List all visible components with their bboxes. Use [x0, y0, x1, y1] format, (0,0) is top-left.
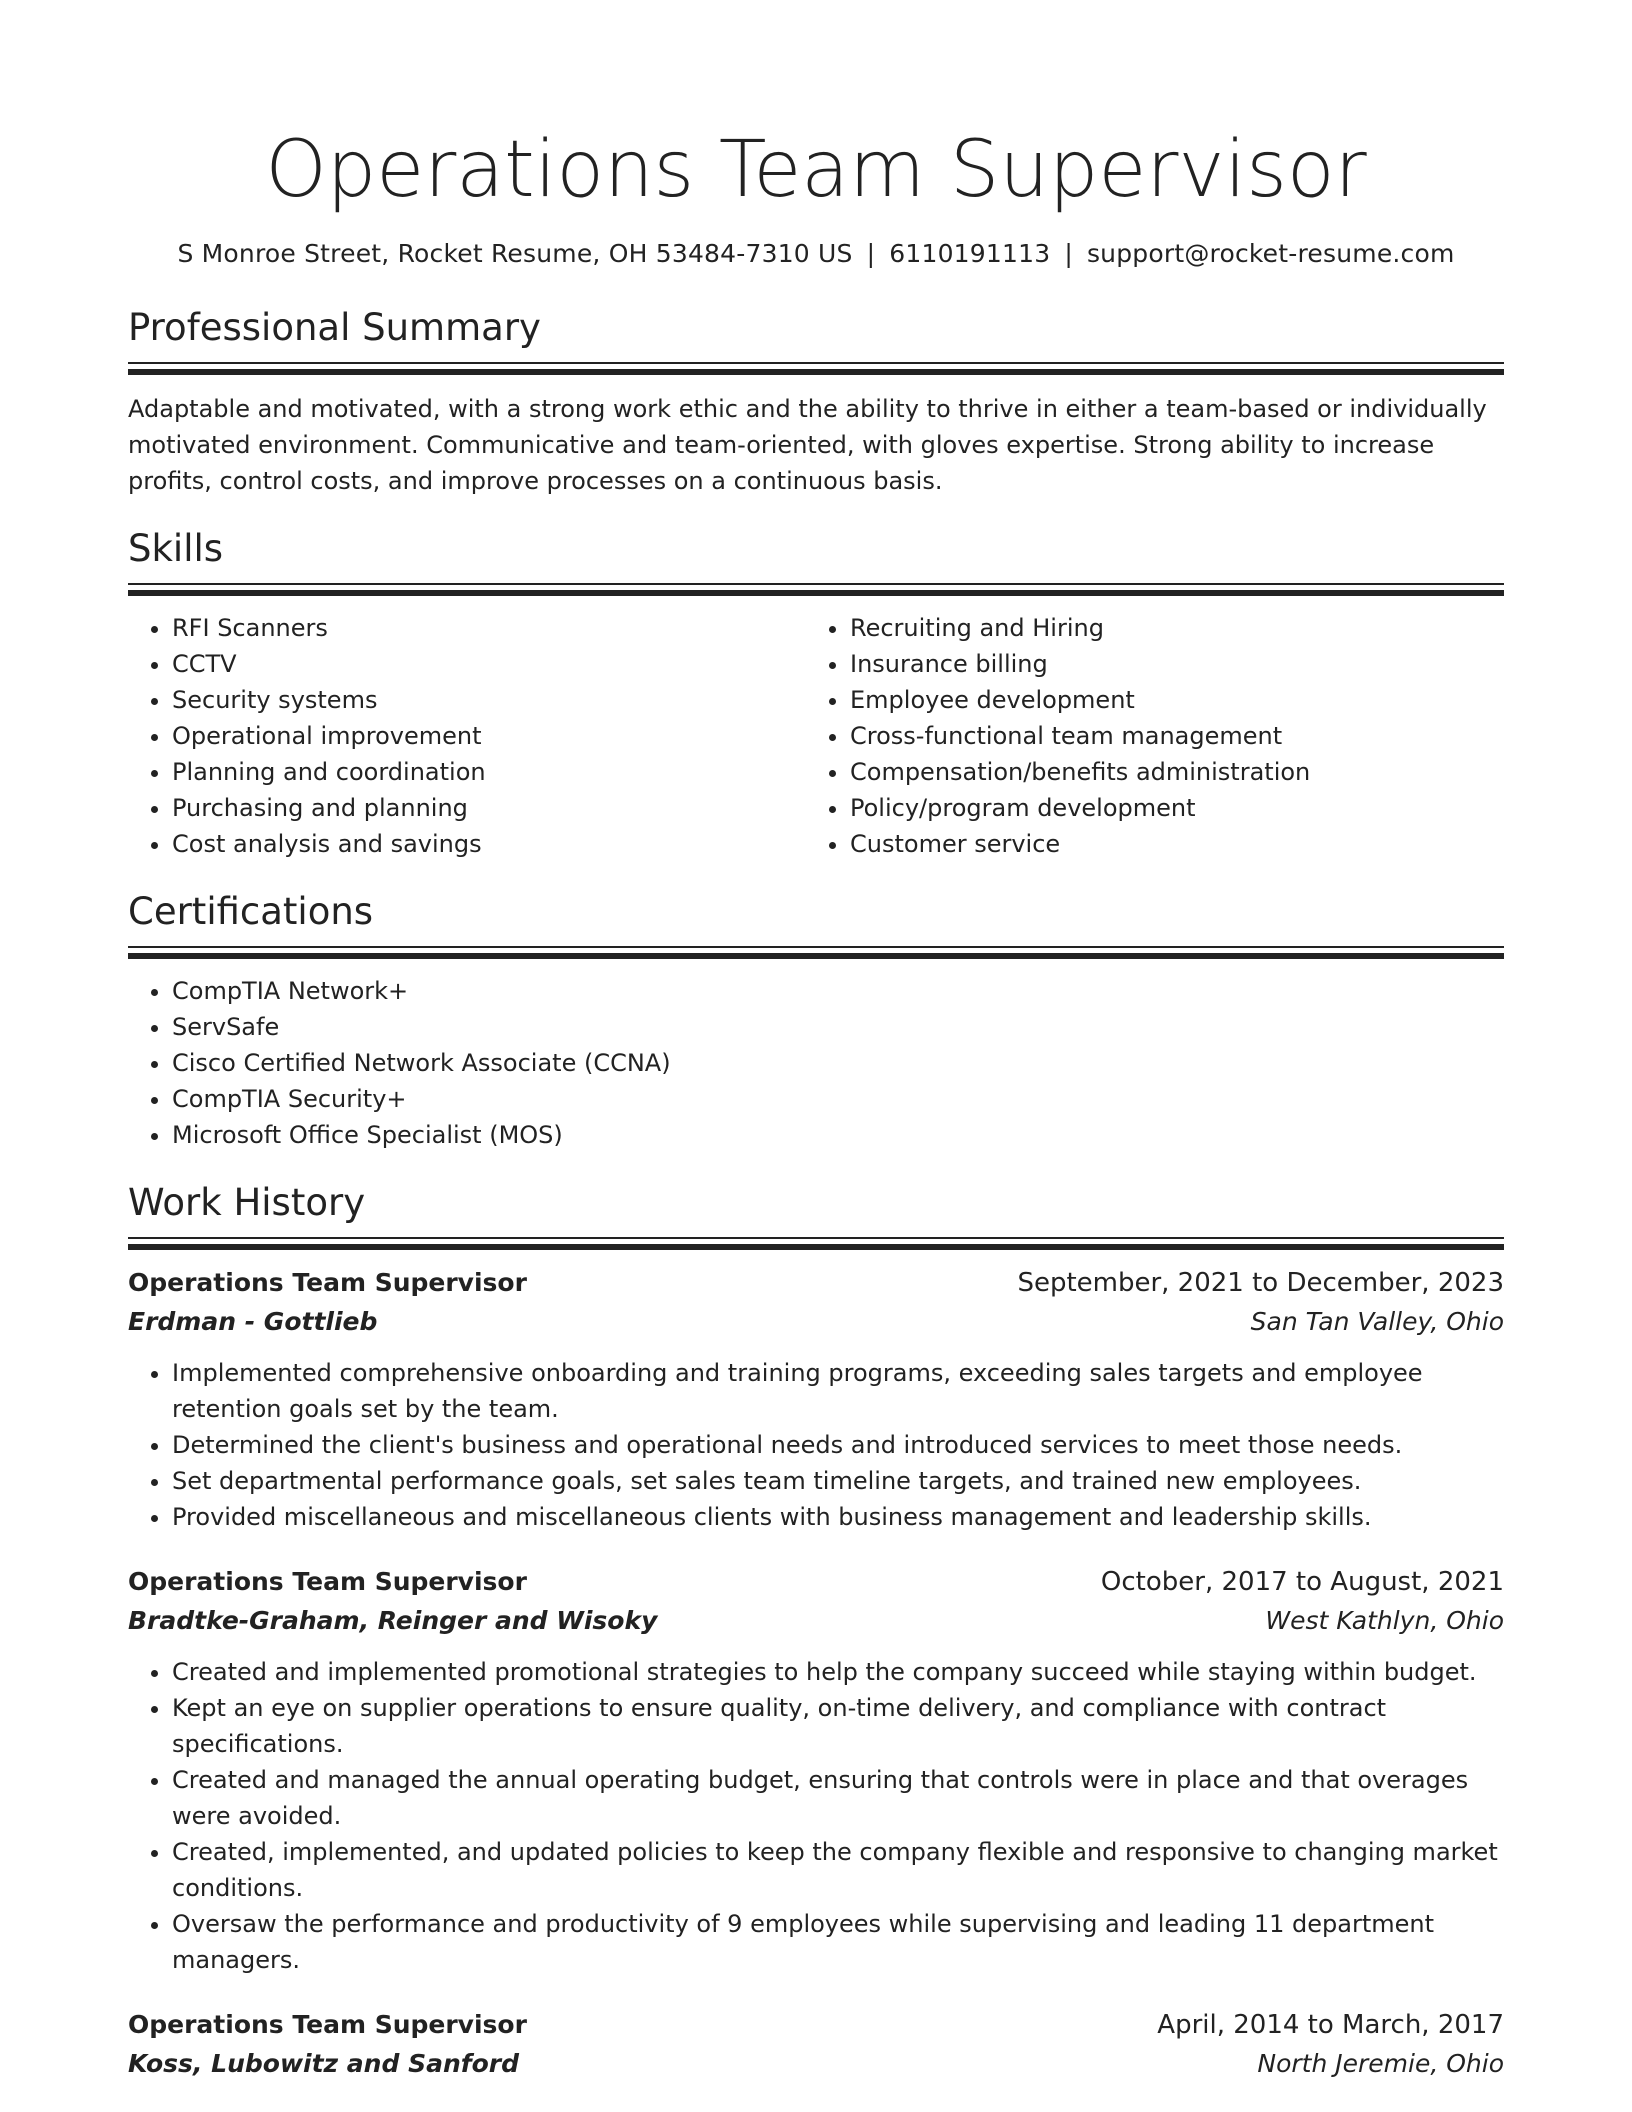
- resume-page: [128, 0, 1504, 2083]
- certification-item: • Microsoft Office Specialist (MOS): [172, 1117, 1504, 1153]
- job-dates: April, 2014 to March, 2017: [1157, 2010, 1504, 2040]
- job-bullet: • Kept an eye on supplier operations to ensure quality, on-time delivery, and compliance with contract specifications.: [172, 1690, 1504, 1762]
- job-company: Koss, Lubowitz and Sanford: [128, 2049, 520, 2078]
- page-title: Operations Team Supervisor: [265, 125, 1367, 215]
- certification-item: • ServSafe: [172, 1009, 1504, 1045]
- certification-item: • CompTIA Security+: [172, 1081, 1504, 1117]
- skills-columns: [128, 610, 1504, 862]
- job-title: Operations Team Supervisor: [128, 1268, 527, 1297]
- contact-phone: 6110191113: [889, 239, 1051, 268]
- summary-text: Adaptable and motivated, with a strong work ethic and the ability to thrive in either a team-based or individually motivated environment. Communicative and team-oriented, with gloves expertise. Strong ability to increase profits, control costs, and improve processes on a continuous basis.: [128, 395, 1487, 495]
- contact-separator: |: [1064, 239, 1073, 268]
- section-divider: [128, 1237, 1504, 1239]
- certification-item: • CompTIA Network+: [172, 973, 1504, 1009]
- section-divider: [128, 946, 1504, 948]
- skill-item: • Operational improvement: [172, 718, 806, 754]
- certifications-section: [128, 890, 1504, 1153]
- certification-item: • Cisco Certified Network Associate (CCNA): [172, 1045, 1504, 1081]
- job-bullet: • Set departmental performance goals, set sales team timeline targets, and trained new employees.: [172, 1463, 1504, 1499]
- skill-item: • Policy/program development: [850, 790, 1484, 826]
- job-bullet: • Created and implemented promotional strategies to help the company succeed while staying within budget.: [172, 1654, 1504, 1690]
- job-bullet: • Determined the client's business and operational needs and introduced services to meet those needs.: [172, 1427, 1504, 1463]
- job-title: Operations Team Supervisor: [128, 1567, 527, 1596]
- skills-column-right: [806, 610, 1484, 862]
- skill-item: • Customer service: [850, 826, 1484, 862]
- job-dates: October, 2017 to August, 2021: [1100, 1567, 1504, 1597]
- work-history-section: [128, 1181, 1504, 2083]
- job-title: Operations Team Supervisor: [128, 2010, 527, 2039]
- skill-item: • CCTV: [172, 646, 806, 682]
- skill-item: • RFI Scanners: [172, 610, 806, 646]
- section-divider: [128, 583, 1504, 585]
- job-bullet: • Created and managed the annual operating budget, ensuring that controls were in place and that overages were avoided.: [172, 1762, 1504, 1834]
- job-location: North Jeremie, Ohio: [1257, 2049, 1504, 2078]
- skill-item: • Employee development: [850, 682, 1484, 718]
- section-heading: Work History: [128, 1181, 366, 1224]
- skills-column-left: [128, 610, 806, 862]
- skill-item: • Compensation/benefits administration: [850, 754, 1484, 790]
- section-divider-thick: [128, 953, 1504, 959]
- section-divider-thick: [128, 590, 1504, 596]
- skill-item: • Cross-functional team management: [850, 718, 1484, 754]
- section-divider-thick: [128, 1244, 1504, 1250]
- section-divider: [128, 362, 1504, 364]
- skill-item: • Cost analysis and savings: [172, 826, 806, 862]
- skill-item: • Recruiting and Hiring: [850, 610, 1484, 646]
- job-entry: [128, 1264, 1504, 1535]
- contact-line: [128, 238, 1504, 270]
- job-dates: September, 2021 to December, 2023: [1017, 1268, 1504, 1298]
- contact-separator: |: [866, 239, 876, 268]
- job-entry: [128, 2006, 1504, 2083]
- skill-item: • Purchasing and planning: [172, 790, 806, 826]
- section-heading: Skills: [128, 527, 224, 570]
- job-bullet: • Implemented comprehensive onboarding and training programs, exceeding sales targets and employee retention goals set by the team.: [172, 1355, 1504, 1427]
- skill-item: • Security systems: [172, 682, 806, 718]
- skill-item: • Insurance billing: [850, 646, 1484, 682]
- job-entry: [128, 1563, 1504, 1978]
- skills-section: [128, 527, 1504, 862]
- skill-item: • Planning and coordination: [172, 754, 806, 790]
- job-bullet: • Created, implemented, and updated policies to keep the company flexible and responsive to changing market conditions.: [172, 1834, 1504, 1906]
- job-company: Bradtke-Graham, Reinger and Wisoky: [128, 1606, 658, 1635]
- job-company: Erdman - Gottlieb: [128, 1307, 378, 1336]
- section-heading: Certifications: [128, 890, 374, 933]
- section-divider-thick: [128, 369, 1504, 375]
- job-bullet: • Provided miscellaneous and miscellaneous clients with business management and leadership skills.: [172, 1499, 1504, 1535]
- contact-address: S Monroe Street, Rocket Resume, OH 53484-7310 US: [177, 239, 853, 268]
- section-heading: Professional Summary: [128, 306, 541, 349]
- job-location: West Kathlyn, Ohio: [1265, 1606, 1504, 1635]
- job-bullet: • Oversaw the performance and productivity of 9 employees while supervising and leading 11 department managers.: [172, 1906, 1504, 1978]
- contact-email: support@rocket-resume.com: [1086, 239, 1455, 268]
- summary-section: [128, 306, 1504, 499]
- job-location: San Tan Valley, Ohio: [1250, 1307, 1504, 1336]
